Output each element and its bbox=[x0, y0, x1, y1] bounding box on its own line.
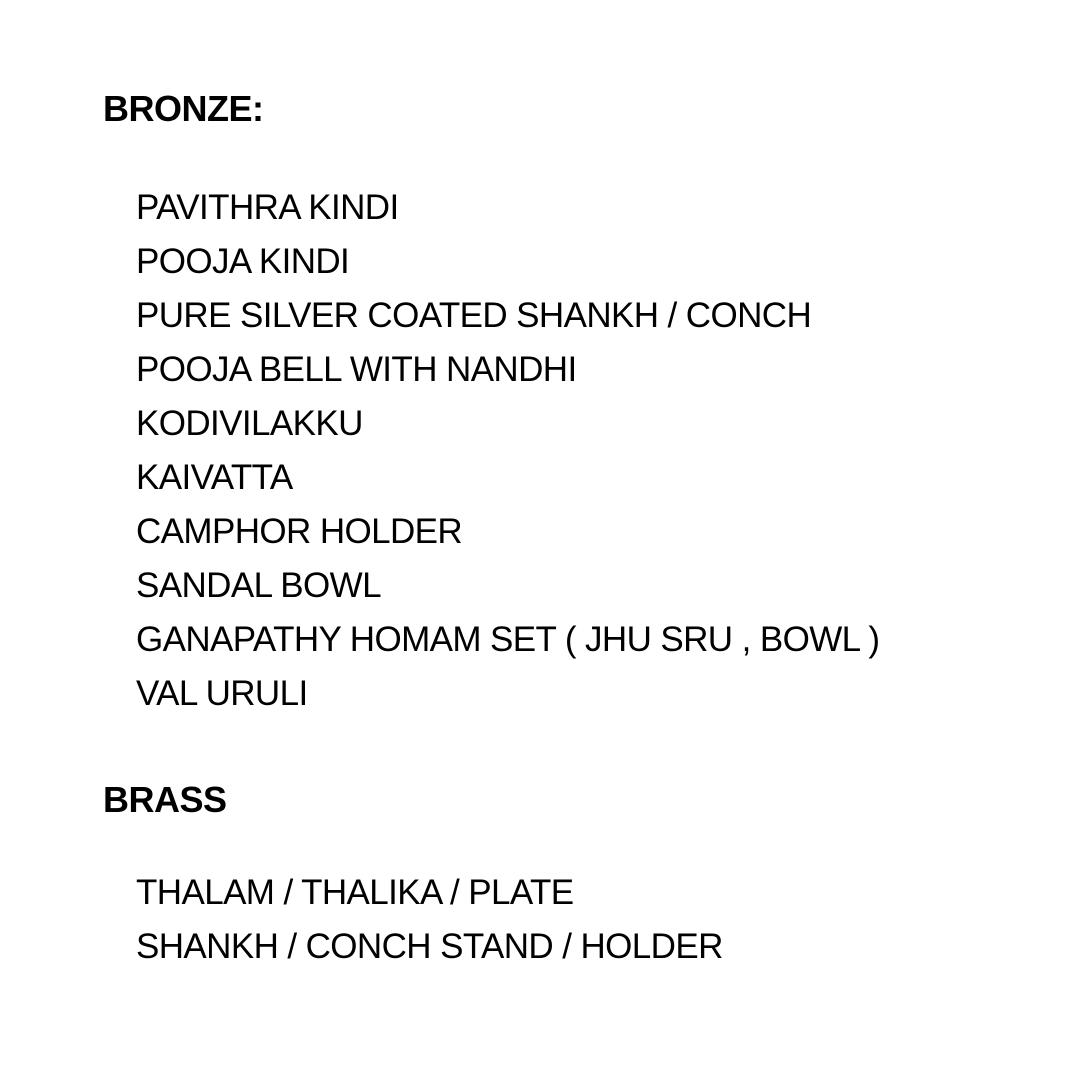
list-item: KAIVATTA bbox=[136, 458, 293, 497]
list-item: PURE SILVER COATED SHANKH / CONCH bbox=[136, 296, 812, 335]
section-heading-bronze: BRONZE: bbox=[103, 88, 264, 129]
brass-item-list bbox=[136, 866, 723, 974]
list-item: PAVITHRA KINDI bbox=[136, 188, 399, 227]
list-item: VAL URULI bbox=[136, 674, 308, 713]
list-item: POOJA KINDI bbox=[136, 242, 350, 281]
list-item: SANDAL BOWL bbox=[136, 566, 381, 605]
list-item: KODIVILAKKU bbox=[136, 404, 363, 443]
list-item: SHANKH / CONCH STAND / HOLDER bbox=[136, 927, 723, 966]
list-item: GANAPATHY HOMAM SET ( JHU SRU , BOWL ) bbox=[136, 620, 880, 659]
list-item: POOJA BELL WITH NANDHI bbox=[136, 350, 577, 389]
bronze-item-list bbox=[136, 181, 879, 721]
list-item: THALAM / THALIKA / PLATE bbox=[136, 873, 574, 912]
list-item: CAMPHOR HOLDER bbox=[136, 512, 463, 551]
section-heading-brass: BRASS bbox=[103, 779, 227, 820]
